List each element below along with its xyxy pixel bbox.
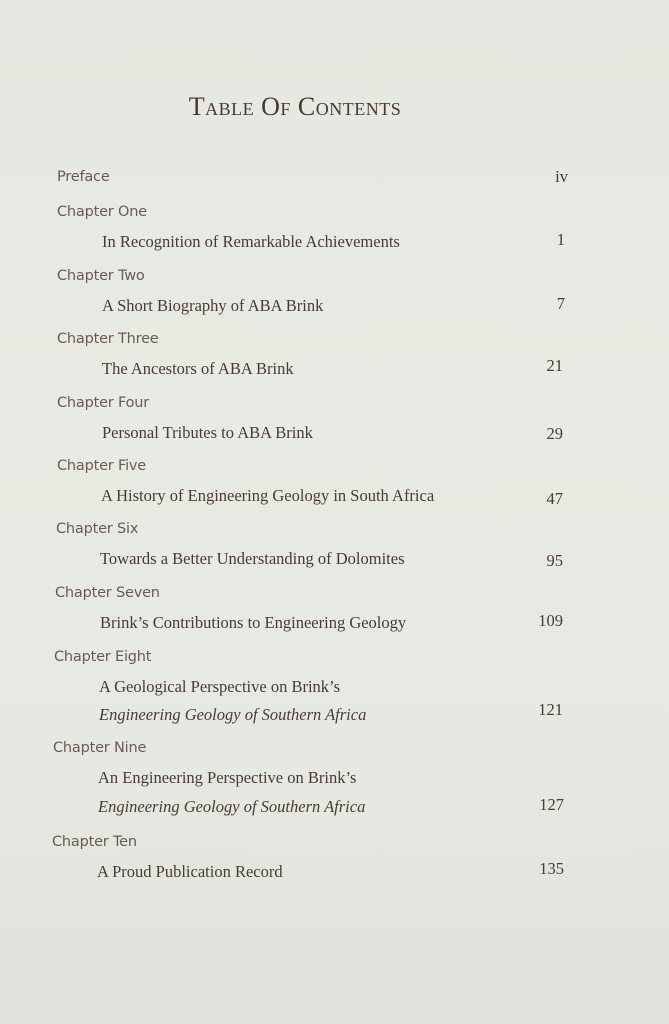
book-title: Engineering Geology of Southern Africa xyxy=(99,705,367,724)
chapter-title: A Geological Perspective on Brink’s xyxy=(99,677,341,696)
chapter-label: Chapter Ten xyxy=(52,834,137,850)
chapter-label: Chapter Three xyxy=(57,331,159,347)
page-number: 21 xyxy=(546,356,563,375)
chapter-title: An Engineering Perspective on Brink’s xyxy=(98,768,357,787)
chapter-title: Brink’s Contributions to Engineering Geology xyxy=(100,613,407,632)
chapter-title: Personal Tributes to ABA Brink xyxy=(102,423,313,442)
chapter-label: Chapter One xyxy=(57,204,147,220)
page-number: 1 xyxy=(556,230,565,249)
page-number: 7 xyxy=(556,294,565,313)
chapter-label: Chapter Seven xyxy=(55,585,160,601)
chapter-label: Chapter Eight xyxy=(54,649,152,665)
preface-page-number: iv xyxy=(555,167,568,186)
chapter-label: Chapter Two xyxy=(57,268,145,284)
page-number: 109 xyxy=(538,611,563,630)
chapter-label: Chapter Nine xyxy=(53,740,147,756)
preface-label: Preface xyxy=(57,169,110,185)
page-number: 135 xyxy=(539,859,564,878)
page-number: 47 xyxy=(546,489,563,508)
chapter-title: Towards a Better Understanding of Dolomites xyxy=(100,549,405,568)
page-number: 29 xyxy=(546,424,563,443)
page-number: 127 xyxy=(539,795,564,814)
chapter-label: Chapter Five xyxy=(57,458,146,474)
page-number: 95 xyxy=(546,551,563,570)
page-title: Table Of Contents xyxy=(188,92,402,121)
chapter-title: A Short Biography of ABA Brink xyxy=(102,296,324,315)
chapter-title: A Proud Publication Record xyxy=(97,862,283,881)
chapter-title: In Recognition of Remarkable Achievements xyxy=(102,232,400,251)
chapter-title: A History of Engineering Geology in South Africa xyxy=(101,486,435,505)
book-title: Engineering Geology of Southern Africa xyxy=(98,797,366,816)
chapter-label: Chapter Four xyxy=(57,395,150,411)
chapter-label: Chapter Six xyxy=(56,521,139,537)
page-number: 121 xyxy=(538,700,563,719)
chapter-title: The Ancestors of ABA Brink xyxy=(102,359,294,378)
